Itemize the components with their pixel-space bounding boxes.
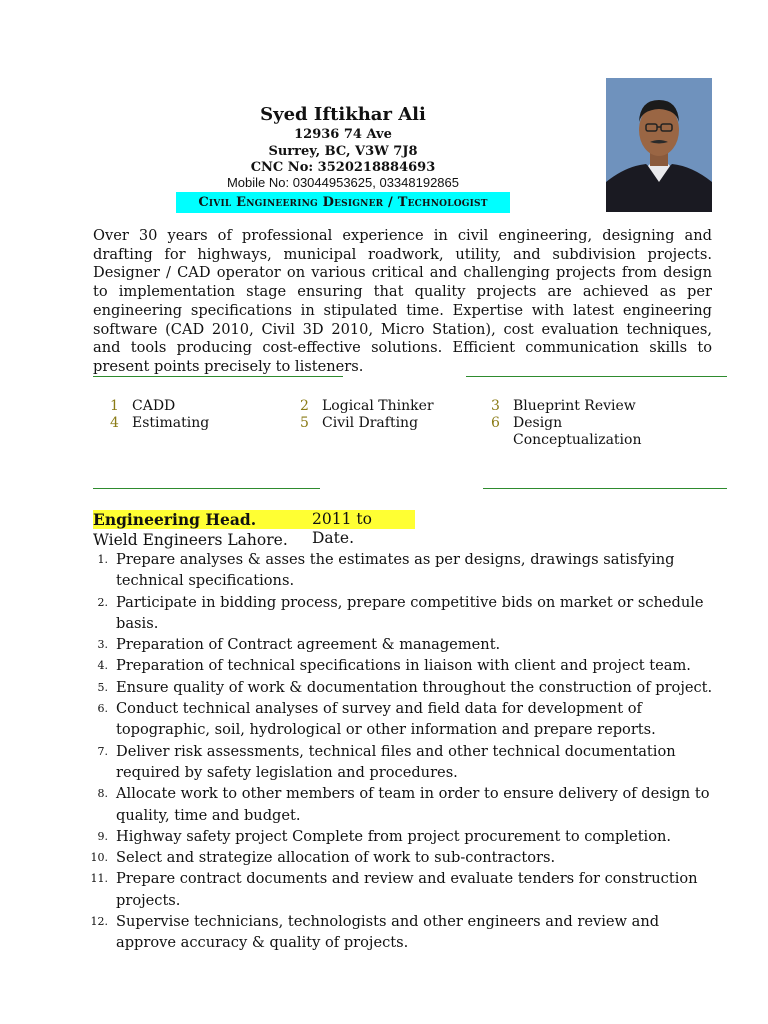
skill-label: Blueprint Review [513,398,636,414]
list-item [97,698,716,741]
list-item [97,592,716,635]
position-dates: 2011 to Date. [312,510,372,547]
item-text: Allocate work to other members of team in order to ensure delivery of design to quality, time and budget. [116,785,710,824]
address-line-2: Surrey, BC, V3W 7J8 [268,144,418,159]
address-line-1: 12936 74 Ave [294,127,392,142]
skill-label: Civil Drafting [322,415,419,431]
item-number: 4. [97,659,108,673]
item-number: 12. [90,915,108,929]
skill-number: 5 [300,415,309,431]
skill-label: Estimating [132,415,210,431]
list-item [97,741,716,784]
cnic-number: CNC No: 3520218884693 [250,160,436,175]
item-text: Highway safety project Complete from project procurement to completion. [116,827,672,845]
list-item [97,783,716,826]
item-text: Participate in bidding process, prepare competitive bids on market or schedule basis. [116,593,704,632]
item-number: 7. [97,744,108,758]
list-item [97,826,716,847]
item-number: 5. [97,680,108,694]
item-number: 8. [97,787,108,801]
skills-grid [110,398,670,454]
skill-number: 3 [491,398,500,414]
list-item [90,847,716,868]
item-text: Select and strategize allocation of work to sub-contractors. [116,849,556,867]
position-title: Engineering Head. [93,510,257,529]
item-text: Ensure quality of work & documentation throughout the construction of project. [116,678,713,696]
divider-right-top [466,376,727,377]
candidate-name: Syed Iftikhar Ali [260,104,426,125]
item-text: Preparation of technical specifications in liaison with client and project team. [116,657,691,675]
professional-summary: Over 30 years of professional experience in civil engineering, designing and drafting for highways, municipal roadwork, utility, and subdivision projects. Designer / CAD operator on various critical and challenging projects from design to implementation stage ensuring that quality projects are achieved as per engineering specifications in stipulated time. Expertise with latest engineering software (CAD 2010, Civil 3D 2010, Micro Station), cost evaluation techniques, and tools producing cost-effective solutions. Efficient communication skills to present points precisely to listeners. [93,227,712,375]
item-number: 1. [97,553,108,566]
job-title-banner: Civil Engineering Designer / Technologist [176,192,510,213]
skill-number: 6 [491,415,500,431]
skill-label: Design Conceptualization [513,415,642,448]
list-item [97,634,716,655]
item-text: Supervise technicians, technologists and other engineers and review and approve accuracy & quality of projects. [116,913,660,952]
skill-number: 1 [110,398,119,414]
list-item [90,911,716,954]
item-number: 10. [90,851,108,865]
item-number: 6. [97,702,108,716]
skill-number: 2 [300,398,309,414]
item-text: Prepare analyses & asses the estimates as per designs, drawings satisfying technical specifications. [116,551,675,590]
divider-left-top [93,376,343,377]
duties-list [90,549,716,954]
item-text: Preparation of Contract agreement & management. [116,636,501,654]
item-text: Conduct technical analyses of survey and field data for development of topographic, soil, hydrological or other information and prepare reports. [116,700,656,739]
profile-photo [606,78,712,212]
divider-left-bottom [93,488,320,489]
item-number: 11. [90,872,108,886]
item-text: Deliver risk assessments, technical files and other technical documentation required by safety legislation and procedures. [116,742,676,781]
list-item [90,868,716,911]
skill-label: Logical Thinker [322,398,434,414]
item-text: Prepare contract documents and review and evaluate tenders for construction projects. [116,870,698,909]
list-item [97,549,716,592]
item-number: 3. [97,638,108,652]
portrait-image [606,78,712,212]
list-item [97,677,716,698]
divider-right-bottom [483,488,727,489]
mobile-numbers: Mobile No: 03044953625, 03348192865 [226,175,460,190]
list-item [97,655,716,676]
item-number: 2. [97,595,108,609]
skill-label: CADD [132,398,176,414]
item-number: 9. [97,829,108,843]
company-name: Wield Engineers Lahore. [93,531,288,549]
skill-number: 4 [110,415,119,431]
